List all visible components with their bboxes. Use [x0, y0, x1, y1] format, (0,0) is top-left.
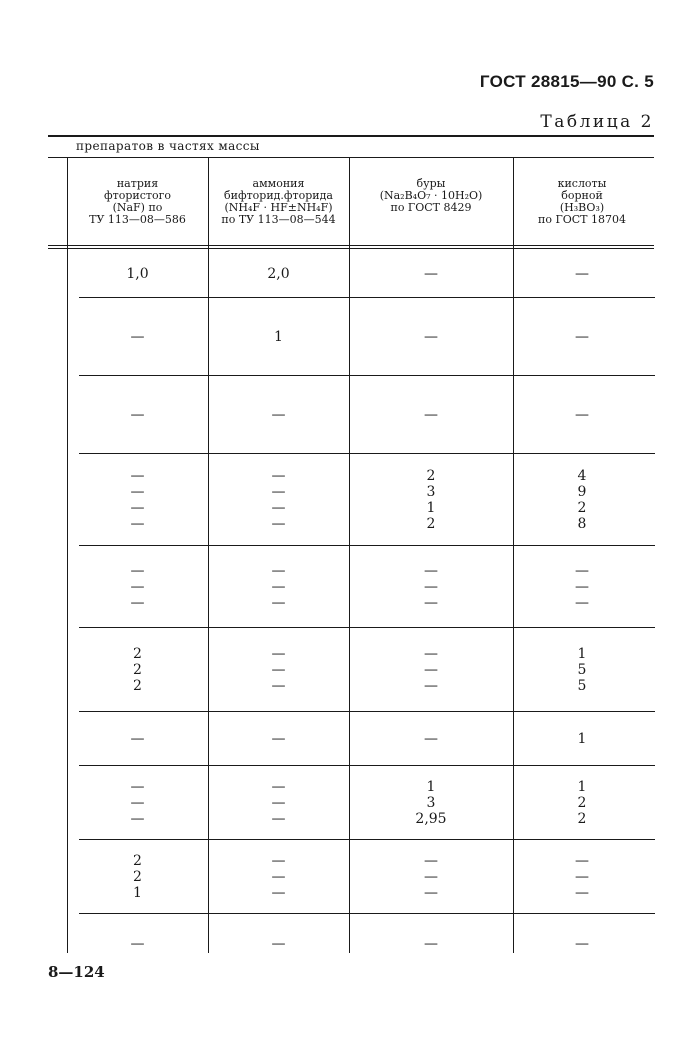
cell-value: —: [575, 407, 589, 423]
table-cell-borax: [349, 376, 513, 454]
cell-value: —: [424, 329, 438, 345]
cell-value: —: [424, 595, 438, 611]
cell-value: 1: [426, 500, 436, 516]
cell-value: 8: [577, 516, 587, 532]
table-cell-nh4f: [208, 766, 349, 840]
cell-value: —: [424, 646, 438, 662]
cell-value: 3: [426, 484, 436, 500]
document-header: ГОСТ 28815—90 С. 5: [479, 72, 654, 91]
cell-value: 3: [426, 795, 436, 811]
table-cell-nh4f: [208, 840, 349, 914]
page-footer-number: 8—124: [48, 963, 105, 981]
cell-value: —: [130, 936, 145, 952]
table-row: [67, 454, 651, 546]
table-cell-borax: [349, 454, 513, 546]
column-header-row: [67, 158, 651, 244]
table-cell-nh4f: [208, 914, 349, 974]
cell-value: 2: [133, 646, 142, 662]
cell-value: 1: [577, 731, 587, 747]
cell-value: —: [271, 853, 286, 869]
cell-value: —: [130, 329, 145, 345]
table-cell-borax: [349, 914, 513, 974]
table-cell-boric: [513, 376, 651, 454]
cell-value: —: [424, 885, 438, 901]
column-header-borax: [349, 158, 513, 244]
table-cell-boric: [513, 712, 651, 766]
table-cell-borax: [349, 712, 513, 766]
table-row: [67, 628, 651, 712]
table-cell-boric: [513, 298, 651, 376]
table-cell-nh4f: [208, 376, 349, 454]
table-cell-borax: [349, 628, 513, 712]
cell-value: —: [271, 516, 286, 532]
cell-value: —: [130, 795, 145, 811]
table-body: [67, 250, 651, 974]
cell-value: —: [130, 484, 145, 500]
table-cell-naf: [67, 628, 208, 712]
cell-value: —: [271, 579, 286, 595]
cell-value: —: [130, 731, 145, 747]
table-cell-boric: [513, 454, 651, 546]
table-cell-boric: [513, 628, 651, 712]
cell-value: —: [271, 662, 286, 678]
cell-value: —: [271, 468, 286, 484]
table-cell-nh4f: [208, 298, 349, 376]
table-cell-naf: [67, 454, 208, 546]
cell-value: 1: [274, 329, 283, 345]
table-cell-borax: [349, 298, 513, 376]
header-double-rule: [48, 245, 654, 249]
cell-value: —: [130, 779, 145, 795]
table-cell-naf: [67, 766, 208, 840]
table-cell-borax: [349, 766, 513, 840]
table-cell-boric: [513, 250, 651, 298]
cell-value: —: [424, 869, 438, 885]
cell-value: —: [424, 731, 438, 747]
table-cell-borax: [349, 250, 513, 298]
table-cell-boric: [513, 840, 651, 914]
cell-value: 2: [133, 678, 142, 694]
table-row: [67, 840, 651, 914]
column-header-label: буры (Na₂B₄O₇ · 10H₂O) по ГОСТ 8429: [379, 177, 483, 214]
table-cell-borax: [349, 546, 513, 628]
cell-value: —: [424, 563, 438, 579]
cell-value: 9: [577, 484, 587, 500]
cell-value: 5: [577, 662, 587, 678]
table-row: [67, 298, 651, 376]
cell-value: —: [575, 329, 589, 345]
cell-value: 1: [577, 646, 587, 662]
cell-value: 2: [577, 500, 587, 516]
column-header-label: кислоты борной (H₃BO₃) по ГОСТ 18704: [538, 177, 626, 226]
column-header-label: аммония бифторид.фторида (NH₄F · HF±NH₄F) по ТУ 113—08—544: [221, 177, 336, 226]
cell-value: —: [271, 731, 286, 747]
cell-value: 1: [577, 779, 587, 795]
cell-value: —: [130, 407, 145, 423]
table-cell-nh4f: [208, 628, 349, 712]
column-header-nh4f: [208, 158, 349, 244]
table-cell-nh4f: [208, 250, 349, 298]
table-cell-nh4f: [208, 712, 349, 766]
cell-value: 2: [577, 795, 587, 811]
cell-value: —: [575, 579, 589, 595]
table-cell-naf: [67, 546, 208, 628]
cell-value: —: [271, 811, 286, 827]
cell-value: —: [271, 936, 286, 952]
table-row: [67, 712, 651, 766]
cell-value: —: [424, 407, 438, 423]
table-cell-boric: [513, 546, 651, 628]
cell-value: —: [271, 646, 286, 662]
cell-value: —: [130, 563, 145, 579]
cell-value: —: [575, 563, 589, 579]
cell-value: —: [271, 678, 286, 694]
cell-value: 2: [426, 516, 436, 532]
cell-value: —: [271, 869, 286, 885]
cell-value: —: [271, 484, 286, 500]
cell-value: —: [271, 779, 286, 795]
cell-value: 2: [133, 662, 142, 678]
cell-value: 4: [577, 468, 587, 484]
column-header-naf: [67, 158, 208, 244]
table-row: [67, 766, 651, 840]
cell-value: —: [424, 579, 438, 595]
cell-value: —: [424, 678, 438, 694]
cell-value: —: [271, 407, 286, 423]
cell-value: 2: [426, 468, 436, 484]
cell-value: 1: [426, 779, 436, 795]
column-header-boric: [513, 158, 651, 244]
table-cell-boric: [513, 914, 651, 974]
cell-value: —: [130, 500, 145, 516]
cell-value: —: [130, 579, 145, 595]
cell-value: —: [130, 468, 145, 484]
table-label: Таблица 2: [540, 112, 654, 132]
cell-value: 1: [133, 885, 142, 901]
cell-value: 2: [133, 853, 142, 869]
table-cell-naf: [67, 376, 208, 454]
table-cell-naf: [67, 840, 208, 914]
cell-value: —: [575, 869, 589, 885]
table-cell-nh4f: [208, 454, 349, 546]
cell-value: —: [271, 595, 286, 611]
table-cell-boric: [513, 766, 651, 840]
cell-value: —: [424, 853, 438, 869]
cell-value: —: [575, 853, 589, 869]
cell-value: —: [130, 516, 145, 532]
cell-value: —: [130, 811, 145, 827]
column-header-label: натрия фтористого (NaF) по ТУ 113—08—586: [89, 177, 186, 226]
cell-value: 2: [133, 869, 142, 885]
cell-value: —: [424, 936, 438, 952]
cell-value: —: [424, 266, 438, 282]
cell-value: —: [271, 563, 286, 579]
table-cell-naf: [67, 712, 208, 766]
table-cell-borax: [349, 840, 513, 914]
table-cell-naf: [67, 298, 208, 376]
table-row: [67, 546, 651, 628]
cell-value: 2,0: [267, 266, 290, 282]
cell-value: —: [575, 936, 589, 952]
cell-value: —: [424, 662, 438, 678]
table-row: [67, 376, 651, 454]
cell-value: 5: [577, 678, 587, 694]
cell-value: —: [130, 595, 145, 611]
cell-value: 1,0: [126, 266, 149, 282]
cell-value: —: [271, 885, 286, 901]
cell-value: —: [575, 885, 589, 901]
cell-value: 2: [577, 811, 587, 827]
table-row: [67, 250, 651, 298]
cell-value: —: [575, 266, 589, 282]
table-cell-nh4f: [208, 546, 349, 628]
cell-value: —: [575, 595, 589, 611]
table-top-rule: [48, 135, 654, 137]
table-caption: препаратов в частях массы: [76, 139, 260, 153]
table-row: [67, 914, 651, 974]
cell-value: 2,95: [415, 811, 447, 827]
cell-value: —: [271, 500, 286, 516]
table-cell-naf: [67, 250, 208, 298]
cell-value: —: [271, 795, 286, 811]
